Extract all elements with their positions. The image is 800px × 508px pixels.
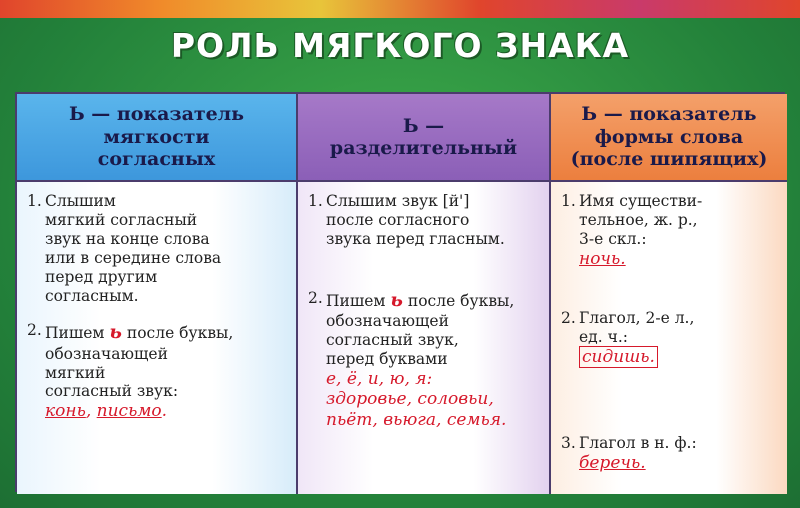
- list-item: 2. Пишем ь после буквы, обозначающей мягкий согласный звук: конь, письмо.: [27, 321, 234, 422]
- list-item: 1. Имя существи- тельное, ж. р., 3-е скл.: ночь.: [561, 192, 703, 269]
- example-word: сидишь.: [579, 346, 658, 368]
- list-item: 2. Глагол, 2-е л., ед. ч.: сидишь.: [561, 309, 695, 368]
- column-separating: [298, 182, 551, 494]
- column-header-softness: Ь — показатель мягкости согласных: [17, 94, 298, 182]
- list-item: 2. Пишем ь после буквы, обозначающей согласный звук, перед буквами е, ё, и, ю, я: здоровье, соловьи, пьёт, вьюга, семья.: [308, 288, 515, 431]
- poster-title: РОЛЬ МЯГКОГО ЗНАКА: [170, 26, 630, 65]
- soft-sign-letter: ь: [109, 321, 122, 344]
- example-words: пьёт, вьюга, семья.: [326, 410, 507, 431]
- vowel-letters: е, ё, и, ю, я:: [326, 368, 433, 389]
- soft-sign-letter: ь: [390, 288, 403, 311]
- example-word: беречь.: [579, 452, 646, 473]
- column-softness: [17, 182, 298, 494]
- list-item: 1. Слышим мягкий согласный звук на конце слова или в середине слова перед другим согласным.: [27, 192, 222, 305]
- example-word: конь, письмо.: [45, 401, 168, 422]
- decorative-stripe: [0, 0, 800, 18]
- example-words: здоровье, соловьи,: [326, 389, 494, 410]
- rules-table: [15, 92, 785, 492]
- column-word-form: [551, 182, 787, 494]
- list-item: 1. Слышим звук [й'] после согласного звука перед гласным.: [308, 192, 505, 248]
- example-word: ночь.: [579, 248, 626, 269]
- column-header-word-form: Ь — показатель формы слова (после шипящих): [551, 94, 787, 182]
- column-header-separating: Ь — разделительный: [298, 94, 551, 182]
- list-item: 3. Глагол в н. ф.: беречь.: [561, 434, 697, 473]
